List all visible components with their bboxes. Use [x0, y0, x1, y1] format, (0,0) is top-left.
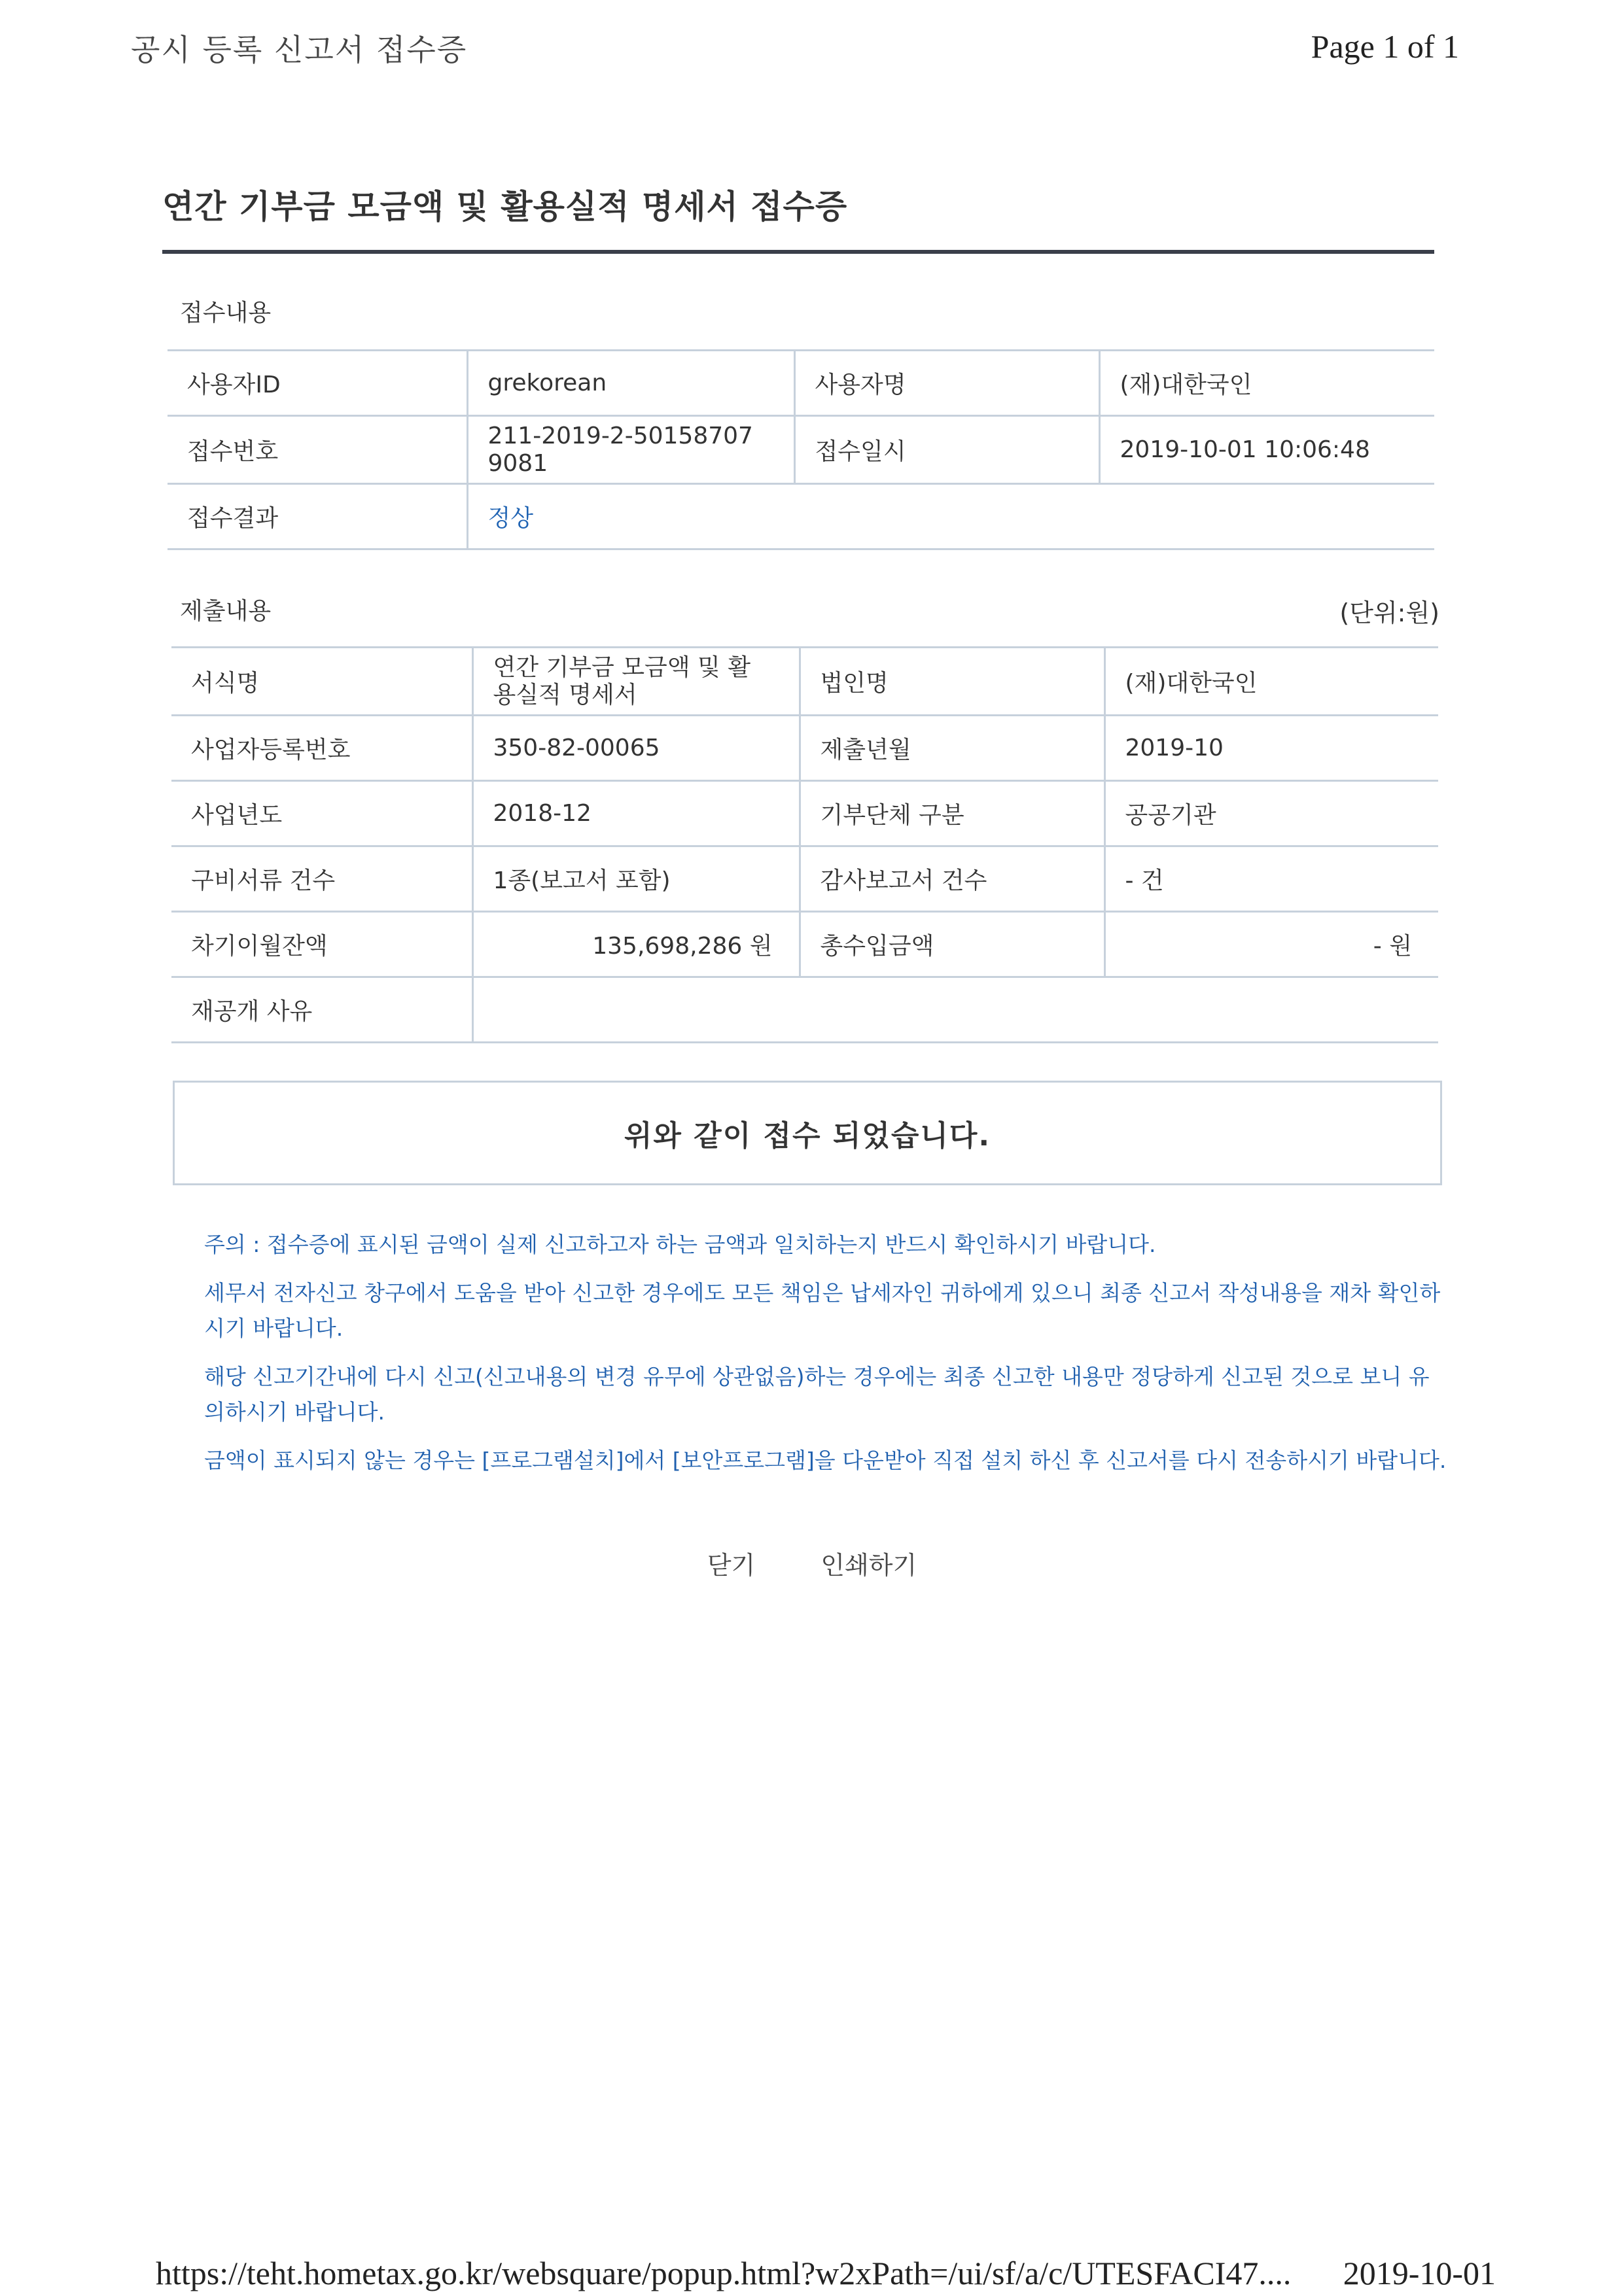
table-row: [171, 977, 1438, 1043]
docs-count-label: 구비서류 건수: [171, 846, 472, 912]
receipt-no-line1: 211-2019-2-50158707: [487, 422, 753, 449]
table-row: [171, 912, 1438, 977]
biz-year-value: 2018-12: [472, 781, 800, 846]
page-title: 연간 기부금 모금액 및 활용실적 명세서 접수증: [162, 188, 848, 226]
carryover-label: 차기이월잔액: [171, 912, 472, 977]
biz-reg-no-value: 350-82-00065: [472, 716, 800, 781]
donor-org-type-value: 공공기관: [1104, 781, 1438, 846]
audit-count-label: 감사보고서 건수: [800, 846, 1104, 912]
user-name-label: 사용자명: [794, 351, 1099, 416]
receipt-table: [168, 349, 1434, 550]
print-button[interactable]: 인쇄하기: [821, 1551, 917, 1580]
submission-section-heading: 제출내용: [180, 598, 272, 625]
total-income-value: - 원: [1104, 912, 1438, 977]
carryover-value: 135,698,286 원: [472, 912, 800, 977]
biz-reg-no-label: 사업자등록번호: [171, 716, 472, 781]
table-row: [168, 484, 1434, 549]
table-row: [168, 351, 1434, 416]
form-name-line2: 용실적 명세서: [493, 681, 637, 708]
user-name-value: (재)대한국인: [1099, 351, 1434, 416]
receipt-datetime-label: 접수일시: [794, 416, 1099, 484]
user-id-value: grekorean: [467, 351, 794, 416]
corp-name-value: (재)대한국인: [1104, 648, 1438, 716]
corp-name-label: 법인명: [800, 648, 1104, 716]
user-id-label: 사용자ID: [168, 351, 467, 416]
notice-item: 주의 : 접수증에 표시된 금액이 실제 신고하고자 하는 금액과 일치하는지 반드시 확인하시기 바랍니다.: [204, 1232, 1156, 1257]
table-row: [171, 716, 1438, 781]
result-label: 접수결과: [168, 484, 467, 549]
submission-table: [171, 646, 1438, 1043]
receipt-no-value: [467, 416, 794, 484]
form-name-label: 서식명: [171, 648, 472, 716]
table-row: [168, 416, 1434, 484]
total-income-label: 총수입금액: [800, 912, 1104, 977]
confirmation-message: 위와 같이 접수 되었습니다.: [173, 1081, 1442, 1185]
receipt-no-label: 접수번호: [168, 416, 467, 484]
form-name-value: [472, 648, 800, 716]
print-header-page-indicator: Page 1 of 1: [1311, 28, 1459, 65]
print-header-window-title: 공시 등록 신고서 접수증: [131, 32, 468, 67]
notice-item: 해당 신고기간내에 다시 신고(신고내용의 변경 유무에 상관없음)하는 경우에는 최종 신고한 내용만 정당하게 신고된 것으로 보니 유의하시기 바랍니다.: [204, 1364, 1430, 1425]
receipt-no-line2: 9081: [487, 449, 548, 477]
receipt-datetime-value: 2019-10-01 10:06:48: [1099, 416, 1434, 484]
table-row: [171, 846, 1438, 912]
close-button[interactable]: 닫기: [707, 1551, 756, 1580]
audit-count-value: - 건: [1104, 846, 1438, 912]
donor-org-type-label: 기부단체 구분: [800, 781, 1104, 846]
submit-month-label: 제출년월: [800, 716, 1104, 781]
notice-item: 금액이 표시되지 않는 경우는 [프로그램설치]에서 [보안프로그램]을 다운받아 직접 설치 하신 후 신고서를 다시 전송하시기 바랍니다.: [204, 1448, 1447, 1473]
result-status-value: 정상: [467, 484, 1434, 549]
docs-count-value: 1종(보고서 포함): [472, 846, 800, 912]
republish-reason-label: 재공개 사유: [171, 977, 472, 1043]
table-row: [171, 648, 1438, 716]
notice-list: [204, 1227, 1447, 1491]
unit-label: (단위:원): [1339, 599, 1439, 627]
print-footer-date: 2019-10-01: [1343, 2255, 1496, 2291]
notice-item: 세무서 전자신고 창구에서 도움을 받아 신고한 경우에도 모든 책임은 납세자인 귀하에게 있으니 최종 신고서 작성내용을 재차 확인하시기 바랍니다.: [204, 1280, 1441, 1341]
submit-month-value: 2019-10: [1104, 716, 1438, 781]
title-divider: [162, 250, 1434, 254]
print-footer-url: https://teht.hometax.go.kr/websquare/popup.html?w2xPath=/ui/sf/a/c/UTESFACI47....: [156, 2255, 1292, 2291]
biz-year-label: 사업년도: [171, 781, 472, 846]
receipt-section-heading: 접수내용: [180, 300, 272, 326]
form-name-line1: 연간 기부금 모금액 및 활: [493, 653, 751, 681]
action-buttons: [0, 1545, 1624, 1581]
republish-reason-value: [472, 977, 1438, 1043]
table-row: [171, 781, 1438, 846]
